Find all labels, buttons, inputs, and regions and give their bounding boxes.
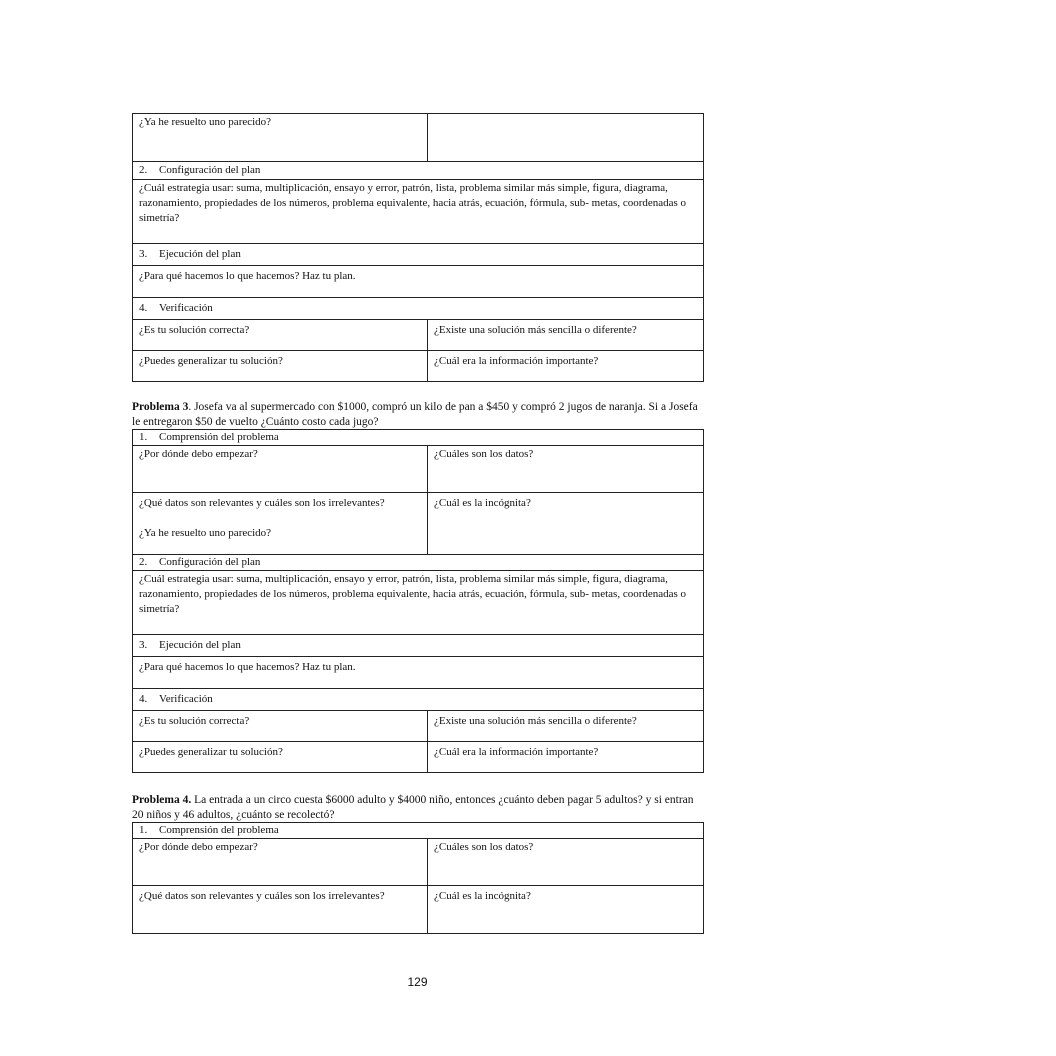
problem3-text: . Josefa va al supermercado con $1000, compró un kilo de pan a $450 y compró 2 jugos de naranja. Si a Josefa le entregaron $50 de vuelto ¿Cuánto costo cada jugo? (132, 401, 698, 428)
q-unknown: ¿Cuál es la incógnita? (428, 493, 704, 555)
problem4-statement (132, 793, 704, 823)
section-number: 2. (139, 556, 148, 568)
section-title: Verificación (159, 693, 213, 705)
problem4-text: La entrada a un circo cuesta $6000 adulto y $4000 niño, entonces ¿cuánto deben pagar 5 adultos? y si entran 20 niños y 46 adultos, ¿cuánto se recolectó? (132, 794, 694, 821)
problem3-label: Problema 3 (132, 401, 189, 413)
section-title: Configuración del plan (159, 556, 261, 568)
q-relevant: ¿Qué datos son relevantes y cuáles son los irrelevantes? (139, 497, 385, 509)
q-prev-solved: ¿Ya he resuelto uno parecido? (139, 527, 272, 539)
exec-question: ¿Para qué hacemos lo que hacemos? Haz tu plan. (133, 657, 704, 689)
q-start: ¿Por dónde debo empezar? (133, 839, 428, 886)
section-title: Ejecución del plan (159, 639, 241, 651)
problem4-table (132, 822, 704, 934)
section-title: Ejecución del plan (159, 248, 241, 260)
section-number: 3. (139, 639, 148, 651)
problem4-label: Problema 4. (132, 794, 192, 806)
section-number: 3. (139, 248, 148, 260)
section-number: 4. (139, 693, 148, 705)
strategy-question: ¿Cuál estrategia usar: suma, multiplicación, ensayo y error, patrón, lista, problema similar más simple, figura, diagrama, razonamiento, propiedades de los números, problema equivalente, hacia atrás, ecuación, fórmula, sub- metas, coordenadas o simetría? (133, 571, 704, 635)
section-number: 1. (139, 824, 148, 836)
q-correct: ¿Es tu solución correcta? (133, 711, 428, 742)
q-correct: ¿Es tu solución correcta? (133, 320, 428, 351)
q-relevant: ¿Qué datos son relevantes y cuáles son los irrelevantes? (133, 886, 428, 934)
q-important: ¿Cuál era la información importante? (428, 351, 704, 382)
section-verif-heading (133, 689, 704, 711)
section-exec-heading (133, 635, 704, 657)
exec-question: ¿Para qué hacemos lo que hacemos? Haz tu plan. (133, 266, 704, 298)
section-title: Verificación (159, 302, 213, 314)
section-verif-heading (133, 298, 704, 320)
section-number: 4. (139, 302, 148, 314)
q-relevant-cell (133, 493, 428, 555)
problem3-table (132, 429, 704, 773)
strategy-question: ¿Cuál estrategia usar: suma, multiplicación, ensayo y error, patrón, lista, problema similar más simple, figura, diagrama, razonamiento, propiedades de los números, problema equivalente, hacia atrás, ecuación, fórmula, sub- metas, coordenadas o simetría? (133, 180, 704, 244)
answer-cell (428, 114, 704, 162)
q-start: ¿Por dónde debo empezar? (133, 446, 428, 493)
section-comp-heading (133, 823, 704, 839)
section-config-heading (133, 555, 704, 571)
q-data: ¿Cuáles son los datos? (428, 839, 704, 886)
problem2-table-continued (132, 113, 704, 382)
page-number: 129 (407, 975, 428, 989)
section-exec-heading (133, 244, 704, 266)
section-number: 1. (139, 431, 148, 443)
section-comp-heading (133, 430, 704, 446)
section-title: Comprensión del problema (159, 431, 279, 443)
section-title: Configuración del plan (159, 164, 261, 176)
q-simpler: ¿Existe una solución más sencilla o diferente? (428, 320, 704, 351)
q-generalize: ¿Puedes generalizar tu solución? (133, 742, 428, 773)
q-simpler: ¿Existe una solución más sencilla o diferente? (428, 711, 704, 742)
cell-prev-solved: ¿Ya he resuelto uno parecido? (133, 114, 428, 162)
q-generalize: ¿Puedes generalizar tu solución? (133, 351, 428, 382)
q-data: ¿Cuáles son los datos? (428, 446, 704, 493)
section-title: Comprensión del problema (159, 824, 279, 836)
problem3-statement (132, 400, 704, 430)
q-important: ¿Cuál era la información importante? (428, 742, 704, 773)
section-config-heading (133, 162, 704, 180)
section-number: 2. (139, 164, 148, 176)
q-unknown: ¿Cuál es la incógnita? (428, 886, 704, 934)
